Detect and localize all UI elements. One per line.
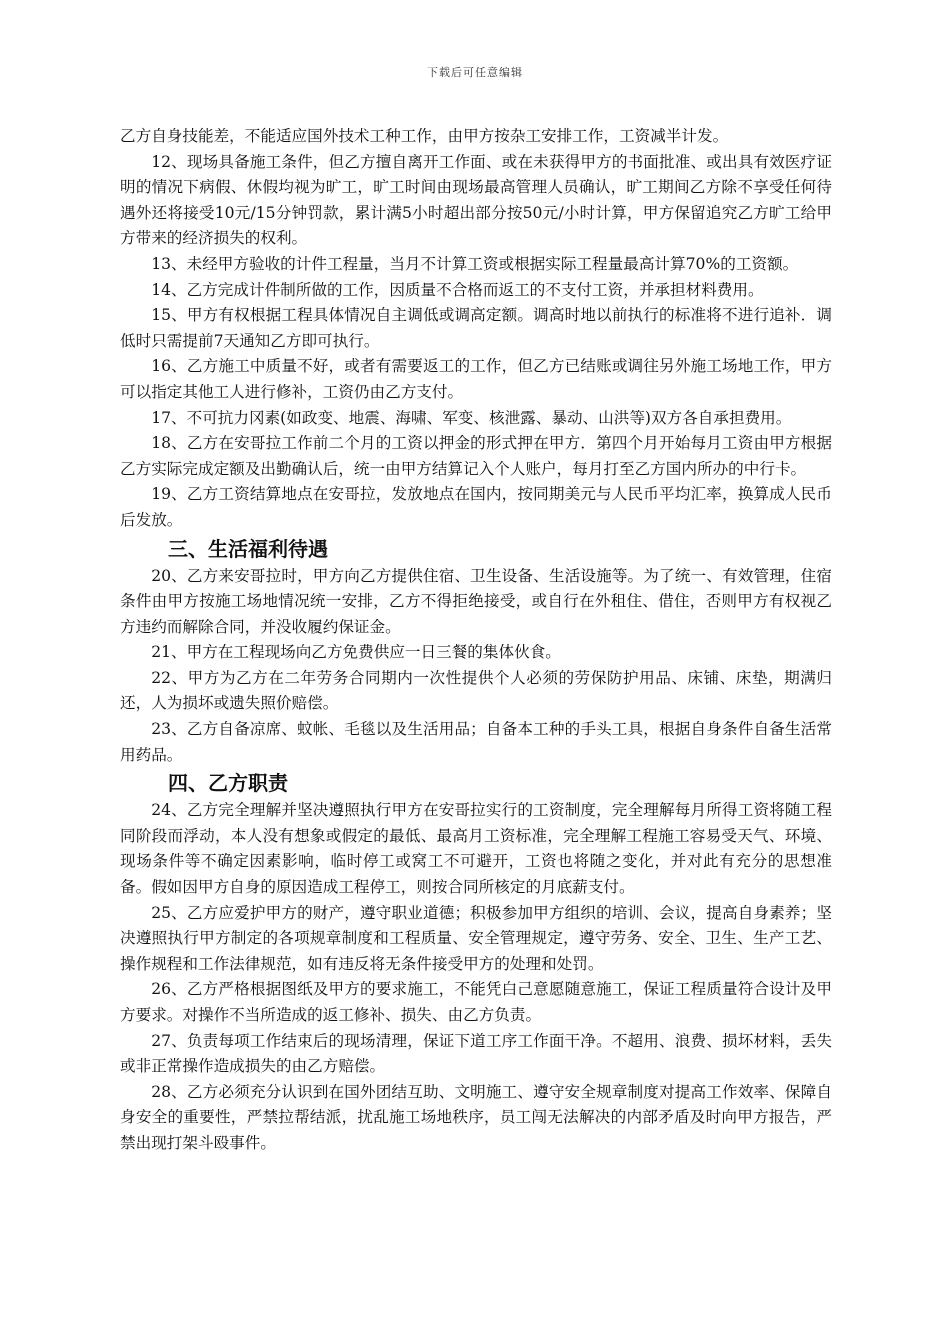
clause-13: 13、未经甲方验收的计件工程量，当月不计算工资或根据实际工程量最高计算70%的工资额。 [151,254,799,273]
clause-15: 15、甲方有权根据工程具体情况自主调低或调高定额。调高时地以前执行的标准将不进行追补．调低时只需提前7天通知乙方即可执行。 [120,306,832,350]
clause-25: 25、乙方应爱护甲方的财产，遵守职业道德；积极参加甲方组织的培训、会议，提高自身素养；坚决遵照执行甲方制定的各项规章制度和工程质量、安全管理规定，遵守劳务、安全、卫生、生产工艺、操作规程和工作法律规范，如有违反将无条件接受甲方的处理和处罚。 [120,903,832,973]
clause-22: 22、甲方为乙方在二年劳务合同期内一次性提供个人必须的劳保防护用品、床铺、床垫，期满归还，人为损坏或遗失照价赔偿。 [120,668,832,713]
clause-19: 19、乙方工资结算地点在安哥拉，发放地点在国内，按同期美元与人民币平均汇率，换算成人民币后发放。 [120,485,832,529]
clause-continuation: 乙方自身技能差，不能适应国外技术工种工作，由甲方按杂工安排工作，工资减半计发。 [120,127,729,145]
clause-16: 16、乙方施工中质量不好，或者有需要返工的工作，但乙方已结账或调往另外施工场地工作，甲方可以指定其他工人进行修补，工资仍由乙方支付。 [120,357,832,401]
section-heading-welfare: 三、生活福利待遇 [168,536,328,561]
clause-23: 23、乙方自备凉席、蚊帐、毛毯以及生活用品；自备本工种的手头工具，根据自身条件自备生活常用药品。 [120,720,832,764]
clause-17: 17、不可抗力冈素(如政变、地震、海啸、军变、核泄露、暴动、山洪等)双方各自承担费用。 [151,408,792,427]
clause-26: 26、乙方严格根据图纸及甲方的要求施工，不能凭白己意愿随意施工，保证工程质量符合设计及甲方要求。对操作不当所造成的返工修补、损失、由乙方负责。 [120,980,832,1024]
page-header-note: 下载后可任意编辑 [427,66,523,79]
clause-21: 21、甲方在工程现场向乙方免费供应一日三餐的集体伙食。 [151,643,561,662]
clause-27: 27、负责每项工作结束后的现场清理，保证下道工序工作面干净。不超用、浪费、损坏材料，丢失或非正常操作造成损失的由乙方赔偿。 [120,1031,832,1076]
document-body [120,124,832,1157]
clause-28: 28、乙方必须充分认识到在国外团结互助、文明施工、遵守安全规章制度对提高工作效率、保障自身安全的重要性，严禁拉帮结派，扰乱施工场地秩序，员工闯无法解决的内部矛盾及时向甲方报告，严禁出现打架斗殴事件。 [120,1082,832,1152]
clause-18: 18、乙方在安哥拉工作前二个月的工资以押金的形式押在甲方．第四个月开始每月工资由甲方根据乙方实际完成定额及出勤确认后，统一由甲方结算记入个人账户，每月打至乙方国内所办的中行卡。 [120,434,832,478]
clause-24: 24、乙方完全理解并坚决遵照执行甲方在安哥拉实行的工资制度，完全理解每月所得工资将随工程同阶段而浮动，本人没有想象或假定的最低、最高月工资标准，完全理解工程施工容易受天气、环境、现场条件等不确定因素影响，临时停工或窝工不可避开，工资也将随之变化，并对此有充分的思想准备。假如因甲方自身的原因造成工程停工，则按合同所核定的月底薪支付。 [120,801,832,897]
section-heading-duties: 四、乙方职责 [168,771,288,796]
clause-14: 14、乙方完成计件制所做的工作，因质量不合格而返工的不支付工资，并承担材料费用。 [151,280,764,299]
clause-12: 12、现场具备施工条件，但乙方擅自离开工作面、或在未获得甲方的书面批准、或出具有效医疗证明的情况下病假、休假均视为旷工，旷工时间由现场最高管理人员确认，旷工期间乙方除不享受任何待遇外还将接受10元/15分钟罚款，累计满5小时超出部分按50元/小时计算，甲方保留追究乙方旷工给甲方带来的经济损失的权利。 [120,152,832,248]
clause-20: 20、乙方来安哥拉时，甲方向乙方提供住宿、卫生设备、生活设施等。为了统一、有效管理，住宿条件由甲方按施工场地情况统一安排，乙方不得拒绝接受，或自行在外租住、借住，否则甲方有权视乙方违约而解除合同，并没收履约保证金。 [120,566,832,636]
